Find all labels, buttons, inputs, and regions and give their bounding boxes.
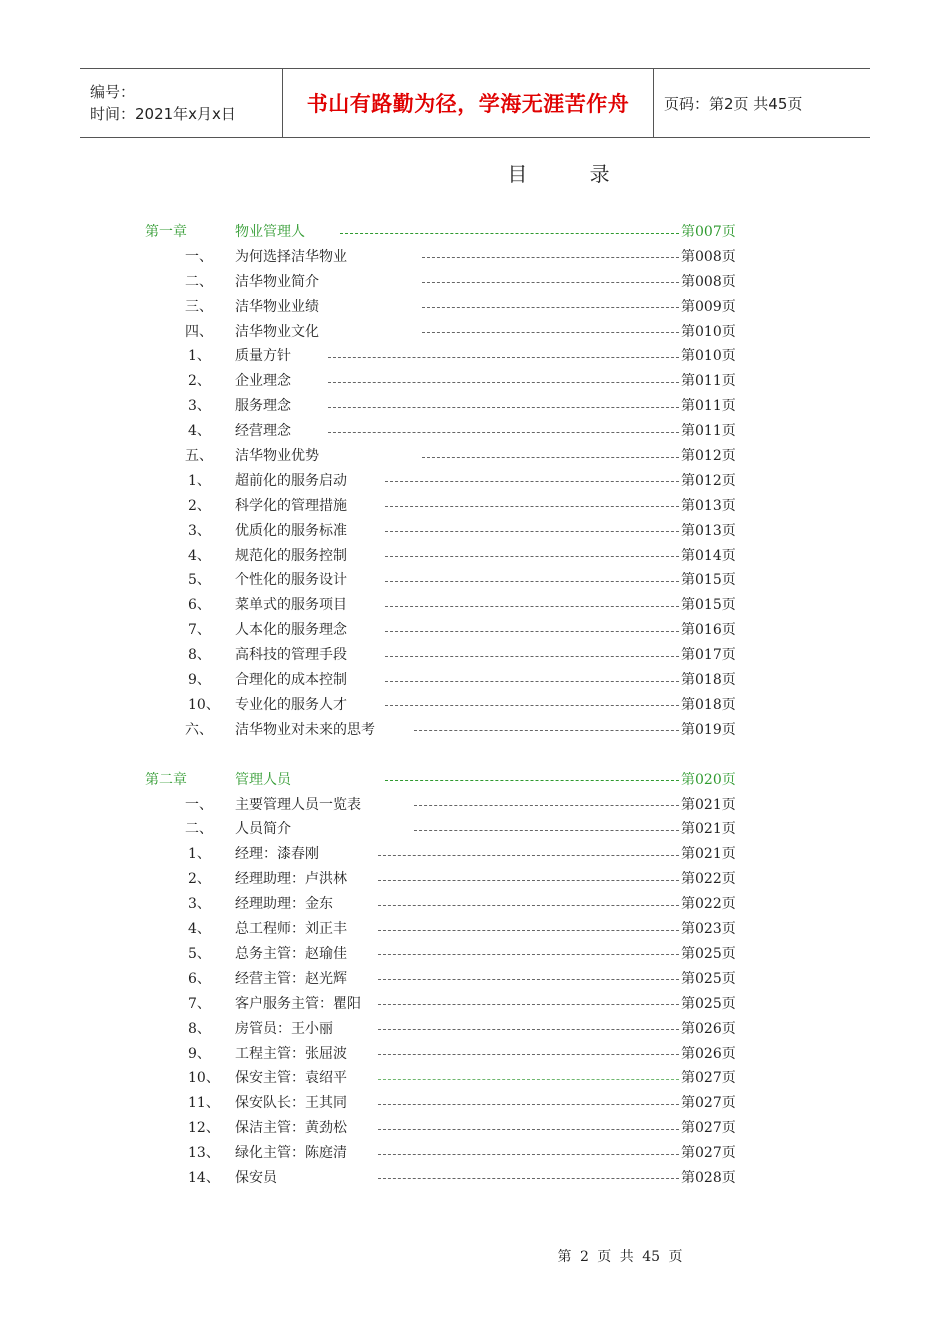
toc-leader-line xyxy=(378,1129,679,1130)
toc-entry-row[interactable] xyxy=(0,544,950,569)
toc-entry-row[interactable] xyxy=(0,668,950,693)
toc-entry-label: 经理助理：卢洪林 xyxy=(235,871,347,888)
toc-entry-label: 管理人员 xyxy=(235,771,291,788)
toc-entry-number: 5、 xyxy=(188,945,211,962)
toc-leader-line xyxy=(378,930,679,931)
toc-leader-line xyxy=(328,407,679,408)
header-left-cell xyxy=(80,69,282,137)
toc-entry-label: 保安员 xyxy=(235,1169,277,1186)
toc-entry-label: 保安队长：王其同 xyxy=(235,1095,347,1112)
toc-entry-number: 第一章 xyxy=(145,224,187,240)
toc-entry-page: 第014页 xyxy=(681,547,736,564)
toc-entry-row[interactable] xyxy=(0,593,950,618)
toc-entry-number: 7、 xyxy=(188,995,211,1012)
toc-leader-line xyxy=(385,581,679,582)
toc-entry-number: 11、 xyxy=(188,1095,220,1112)
toc-entry-page: 第013页 xyxy=(681,522,736,539)
toc-entry-page: 第008页 xyxy=(681,273,736,290)
toc-entry-number: 6、 xyxy=(188,597,211,614)
toc-entry-number: 2、 xyxy=(188,373,211,390)
toc-leader-line xyxy=(414,730,679,731)
toc-entry-page: 第020页 xyxy=(681,771,736,788)
toc-leader-line xyxy=(422,257,679,258)
toc-entry-row[interactable] xyxy=(0,917,950,942)
toc-leader-line xyxy=(340,233,679,234)
toc-entry-number: 5、 xyxy=(188,572,211,589)
toc-entry-row[interactable] xyxy=(0,1116,950,1141)
toc-entry-page: 第018页 xyxy=(681,696,736,713)
header-motto: 书山有路勤为径，学海无涯苦作舟 xyxy=(306,92,630,116)
toc-entry-number: 8、 xyxy=(188,1020,211,1037)
toc-entry-number: 3、 xyxy=(188,522,211,539)
toc-entry-number: 8、 xyxy=(188,647,211,664)
toc-entry-row[interactable] xyxy=(0,1066,950,1091)
toc-entry-page: 第027页 xyxy=(681,1070,736,1087)
toc-entry-page: 第021页 xyxy=(681,821,736,838)
toc-leader-line xyxy=(385,656,679,657)
toc-entry-row[interactable] xyxy=(0,419,950,444)
toc-leader-line xyxy=(378,954,679,955)
toc-entry-page: 第021页 xyxy=(681,846,736,863)
toc-entry-label: 总工程师：刘正丰 xyxy=(235,921,347,938)
toc-entry-page: 第025页 xyxy=(681,945,736,962)
toc-leader-line xyxy=(385,606,679,607)
toc-entry-page: 第025页 xyxy=(681,995,736,1012)
toc-leader-line xyxy=(378,1178,679,1179)
toc-leader-line xyxy=(422,332,679,333)
toc-entry-page: 第010页 xyxy=(681,348,736,365)
doc-code-label: 编号： xyxy=(90,83,136,101)
toc-leader-line xyxy=(414,830,679,831)
toc-entry-number: 3、 xyxy=(188,896,211,913)
toc-entry-label: 经营主管：赵光辉 xyxy=(235,970,347,987)
toc-leader-line xyxy=(328,357,679,358)
toc-leader-line xyxy=(414,805,679,806)
toc-entry-row[interactable] xyxy=(0,1091,950,1116)
toc-entry-row[interactable] xyxy=(0,295,950,320)
toc-entry-row[interactable] xyxy=(0,817,950,842)
toc-entry-page: 第026页 xyxy=(681,1020,736,1037)
toc-entry-label: 洁华物业文化 xyxy=(235,323,319,340)
toc-entry-page: 第008页 xyxy=(681,248,736,265)
toc-entry-label: 高科技的管理手段 xyxy=(235,647,347,664)
toc-entry-label: 洁华物业优势 xyxy=(235,448,319,465)
toc-entry-number: 12、 xyxy=(188,1120,220,1137)
toc-leader-line xyxy=(378,880,679,881)
toc-entry-number: 1、 xyxy=(188,348,211,365)
toc-entry-label: 洁华物业简介 xyxy=(235,273,319,290)
toc-leader-line xyxy=(378,979,679,980)
toc-leader-line xyxy=(378,1004,679,1005)
toc-entry-page: 第027页 xyxy=(681,1145,736,1162)
toc-entry-label: 保安主管：袁绍平 xyxy=(235,1070,347,1087)
header-page-info: 页码：第2页 共45页 xyxy=(664,94,803,113)
toc-entry-number: 9、 xyxy=(188,1045,211,1062)
toc-entry-page: 第028页 xyxy=(681,1169,736,1186)
toc-entry-number: 2、 xyxy=(188,871,211,888)
toc-entry-number: 一、 xyxy=(185,796,213,813)
toc-entry-page: 第010页 xyxy=(681,323,736,340)
toc-entry-label: 超前化的服务启动 xyxy=(235,472,347,489)
toc-entry-label: 经营理念 xyxy=(235,423,291,440)
toc-entry-number: 6、 xyxy=(188,970,211,987)
toc-title: 目 录 xyxy=(507,162,638,186)
toc-entry-row[interactable] xyxy=(0,245,950,270)
toc-leader-line xyxy=(385,531,679,532)
toc-entry-label: 规范化的服务控制 xyxy=(235,547,347,564)
toc-entry-number: 六、 xyxy=(185,721,213,738)
toc-entry-number: 13、 xyxy=(188,1145,220,1162)
toc-entry-label: 总务主管：赵瑜佳 xyxy=(235,945,347,962)
toc-entry-number: 三、 xyxy=(185,298,213,315)
toc-entry-row[interactable] xyxy=(0,942,950,967)
toc-leader-line xyxy=(378,1104,679,1105)
toc-entry-page: 第012页 xyxy=(681,448,736,465)
header-motto-cell xyxy=(282,69,654,137)
toc-entry-row[interactable] xyxy=(0,444,950,469)
toc-chapter-row[interactable] xyxy=(0,220,950,245)
toc-leader-line xyxy=(328,432,679,433)
toc-entry-page: 第011页 xyxy=(681,373,736,390)
toc-entry-number: 四、 xyxy=(185,323,213,340)
toc-entry-label: 服务理念 xyxy=(235,398,291,415)
toc-entry-label: 优质化的服务标准 xyxy=(235,522,347,539)
toc-entry-row[interactable] xyxy=(0,643,950,668)
toc-entry-row[interactable] xyxy=(0,992,950,1017)
toc-leader-line xyxy=(385,481,679,482)
toc-entry-number: 7、 xyxy=(188,622,211,639)
toc-entry-page: 第023页 xyxy=(681,921,736,938)
toc-entry-number: 10、 xyxy=(188,1070,220,1087)
toc-entry-number: 3、 xyxy=(188,398,211,415)
toc-leader-line xyxy=(422,307,679,308)
toc-entry-page: 第015页 xyxy=(681,597,736,614)
toc-entry-number: 1、 xyxy=(188,846,211,863)
toc-entry-page: 第011页 xyxy=(681,398,736,415)
toc-entry-number: 4、 xyxy=(188,423,211,440)
toc-entry-page: 第022页 xyxy=(681,896,736,913)
toc-entry-label: 人本化的服务理念 xyxy=(235,622,347,639)
toc-entry-page: 第007页 xyxy=(681,224,736,240)
toc-entry-row[interactable] xyxy=(0,1166,950,1191)
toc-entry-row[interactable] xyxy=(0,618,950,643)
toc-entry-number: 4、 xyxy=(188,921,211,938)
toc-entry-row[interactable] xyxy=(0,718,950,743)
toc-entry-label: 经理：漆春刚 xyxy=(235,846,319,863)
toc-entry-label: 洁华物业对未来的思考 xyxy=(235,721,375,738)
toc-leader-line xyxy=(378,855,679,856)
toc-entry-row[interactable] xyxy=(0,469,950,494)
toc-entry-row[interactable] xyxy=(0,270,950,295)
toc-leader-line xyxy=(378,1054,679,1055)
toc-leader-line xyxy=(385,681,679,682)
toc-entry-page: 第021页 xyxy=(681,796,736,813)
toc-entry-label: 主要管理人员一览表 xyxy=(235,796,361,813)
toc-entry-row[interactable] xyxy=(0,793,950,818)
toc-entry-label: 专业化的服务人才 xyxy=(235,696,347,713)
toc-entry-label: 企业理念 xyxy=(235,373,291,390)
toc-entry-row[interactable] xyxy=(0,320,950,345)
toc-entry-row[interactable] xyxy=(0,892,950,917)
toc-leader-line xyxy=(328,382,679,383)
toc-entry-page: 第025页 xyxy=(681,970,736,987)
page-footer: 第 2 页 共 45 页 xyxy=(557,1249,683,1265)
toc-entry-row[interactable] xyxy=(0,842,950,867)
toc-entry-row[interactable] xyxy=(0,1042,950,1067)
toc-entry-page: 第017页 xyxy=(681,647,736,664)
toc-entry-label: 合理化的成本控制 xyxy=(235,672,347,689)
table-of-contents xyxy=(0,220,950,1191)
toc-leader-line xyxy=(385,631,679,632)
toc-leader-line xyxy=(422,457,679,458)
toc-entry-label: 个性化的服务设计 xyxy=(235,572,347,589)
toc-entry-row[interactable] xyxy=(0,967,950,992)
toc-entry-label: 经理助理：金东 xyxy=(235,896,333,913)
document-header xyxy=(80,68,870,138)
toc-leader-line xyxy=(385,506,679,507)
toc-entry-page: 第009页 xyxy=(681,298,736,315)
toc-leader-line xyxy=(385,780,679,781)
toc-entry-page: 第016页 xyxy=(681,622,736,639)
toc-entry-page: 第018页 xyxy=(681,672,736,689)
header-right-cell xyxy=(654,69,870,137)
toc-entry-number: 五、 xyxy=(185,448,213,465)
toc-entry-label: 洁华物业业绩 xyxy=(235,298,319,315)
toc-entry-row[interactable] xyxy=(0,867,950,892)
toc-entry-page: 第026页 xyxy=(681,1045,736,1062)
toc-entry-page: 第015页 xyxy=(681,572,736,589)
toc-entry-row[interactable] xyxy=(0,494,950,519)
toc-entry-number: 第二章 xyxy=(145,771,187,788)
toc-entry-row[interactable] xyxy=(0,1017,950,1042)
toc-entry-label: 物业管理人 xyxy=(235,224,305,240)
toc-entry-page: 第011页 xyxy=(681,423,736,440)
toc-chapter-row[interactable] xyxy=(0,768,950,793)
toc-leader-line xyxy=(422,282,679,283)
toc-entry-row[interactable] xyxy=(0,344,950,369)
toc-entry-label: 绿化主管：陈庭清 xyxy=(235,1145,347,1162)
toc-entry-row[interactable] xyxy=(0,394,950,419)
toc-leader-line xyxy=(378,1079,679,1080)
toc-entry-row[interactable] xyxy=(0,693,950,718)
toc-leader-line xyxy=(385,705,679,706)
toc-leader-line xyxy=(378,1154,679,1155)
toc-entry-row[interactable] xyxy=(0,519,950,544)
toc-entry-label: 客户服务主管：瞿阳 xyxy=(235,995,361,1012)
toc-entry-label: 保洁主管：黄劲松 xyxy=(235,1120,347,1137)
toc-entry-label: 工程主管：张屈波 xyxy=(235,1045,347,1062)
toc-entry-number: 二、 xyxy=(185,273,213,290)
chapter-gap xyxy=(0,743,950,768)
toc-entry-label: 科学化的管理措施 xyxy=(235,497,347,514)
toc-entry-number: 4、 xyxy=(188,547,211,564)
toc-entry-row[interactable] xyxy=(0,1141,950,1166)
toc-entry-label: 质量方针 xyxy=(235,348,291,365)
toc-entry-page: 第012页 xyxy=(681,472,736,489)
toc-entry-label: 人员简介 xyxy=(235,821,291,838)
toc-entry-page: 第027页 xyxy=(681,1120,736,1137)
doc-time-label: 时间：2021年x月x日 xyxy=(90,105,236,123)
toc-entry-number: 1、 xyxy=(188,472,211,489)
toc-entry-number: 二、 xyxy=(185,821,213,838)
toc-entry-page: 第027页 xyxy=(681,1095,736,1112)
toc-leader-line xyxy=(378,905,679,906)
toc-entry-number: 10、 xyxy=(188,696,220,713)
toc-entry-number: 14、 xyxy=(188,1169,220,1186)
toc-entry-number: 2、 xyxy=(188,497,211,514)
toc-entry-page: 第022页 xyxy=(681,871,736,888)
toc-leader-line xyxy=(385,556,679,557)
toc-leader-line xyxy=(378,1029,679,1030)
toc-entry-label: 房管员：王小丽 xyxy=(235,1020,333,1037)
toc-entry-label: 菜单式的服务项目 xyxy=(235,597,347,614)
toc-entry-number: 一、 xyxy=(185,248,213,265)
toc-entry-page: 第019页 xyxy=(681,721,736,738)
toc-entry-row[interactable] xyxy=(0,568,950,593)
toc-entry-label: 为何选择洁华物业 xyxy=(235,248,347,265)
toc-entry-number: 9、 xyxy=(188,672,211,689)
toc-entry-row[interactable] xyxy=(0,369,950,394)
toc-entry-page: 第013页 xyxy=(681,497,736,514)
